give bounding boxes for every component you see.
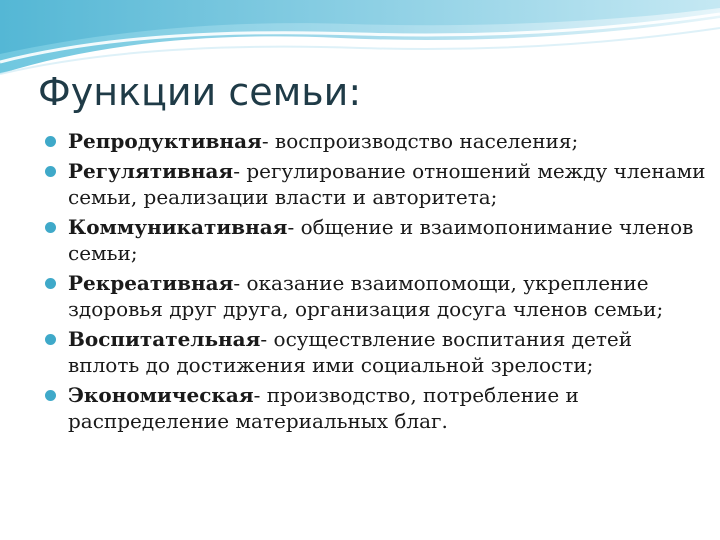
bullet-icon — [45, 166, 56, 177]
function-term: Экономическая — [68, 383, 254, 407]
list-item — [44, 128, 708, 154]
function-term: Воспитательная — [68, 327, 261, 351]
function-term: Регулятивная — [68, 159, 234, 183]
list-item — [44, 382, 708, 434]
list-item — [44, 158, 708, 210]
bullet-icon — [45, 222, 56, 233]
bullet-icon — [45, 136, 56, 147]
slide-title: Функции семьи: — [38, 70, 362, 114]
list-item — [44, 270, 708, 322]
function-description: - воспроизводство населения; — [261, 129, 579, 153]
functions-list — [44, 128, 708, 438]
bullet-icon — [45, 334, 56, 345]
function-term: Репродуктивная — [68, 129, 262, 153]
function-description: - регулирование отношений между членами семьи, реализации власти и авторитета; — [68, 159, 706, 209]
function-description: - осуществление воспитания детей вплоть до достижения ими социальной зрелости; — [68, 327, 633, 377]
list-item — [44, 326, 708, 378]
bullet-icon — [45, 390, 56, 401]
bullet-icon — [45, 278, 56, 289]
function-term: Рекреативная — [68, 271, 234, 295]
function-description: - общение и взаимопонимание членов семьи; — [68, 215, 694, 265]
function-description: - производство, потребление и распределение материальных благ. — [68, 383, 579, 433]
function-description: - оказание взаимопомощи, укрепление здоровья друг друга, организация досуга членов семьи; — [68, 271, 664, 321]
function-term: Коммуникативная — [68, 215, 288, 239]
list-item — [44, 214, 708, 266]
